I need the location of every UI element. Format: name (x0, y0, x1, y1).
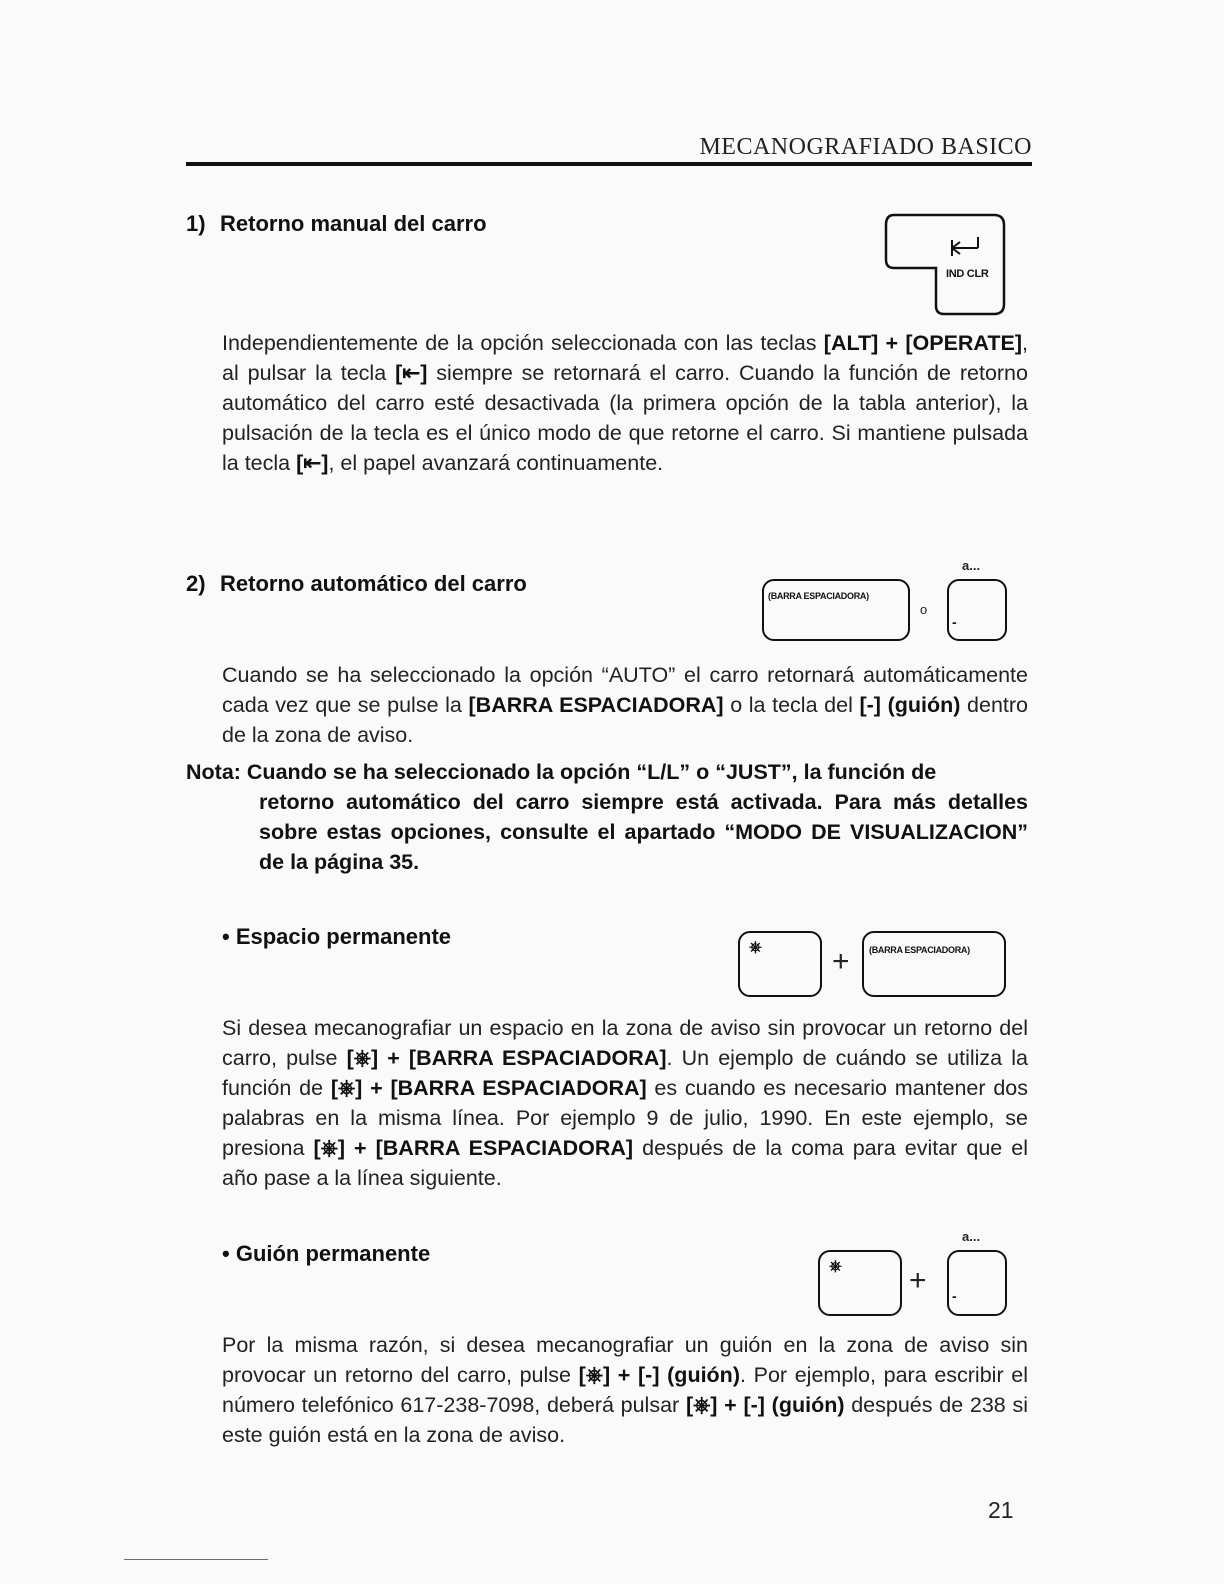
text-span: es cuando es necesario mantener dos palabras en la misma línea. Por ejemplo 9 de julio, 1990. En este ejemplo, se presiona (222, 1076, 1028, 1160)
text-span: , al pulsar la tecla (222, 331, 1028, 385)
key-reference: [⎈] + [-] (guión) (685, 1393, 845, 1417)
or-label: o (920, 602, 928, 617)
page-header-title: MECANOGRAFIADO BASICO (699, 134, 1032, 160)
bullet2-bullet: • (222, 1241, 230, 1266)
section1-heading (186, 211, 487, 237)
dash-key-symbol: - (952, 1288, 957, 1304)
section2-heading (186, 571, 527, 597)
text-span: Por la misma razón, si desea mecanografiar un guión en la zona de aviso sin provocar un retorno del carro, pulse (222, 1333, 1028, 1387)
page-number: 21 (988, 1497, 1014, 1523)
text-span: Cuando se ha seleccionado la opción “AUTO” el carro retornará automáticamente cada vez que se pulse la (222, 663, 1028, 717)
spacebar-key-label: (BARRA ESPACIADORA) (768, 591, 869, 601)
dash-key-symbol: - (952, 614, 957, 630)
text-span: Independientemente de la opción seleccionada con las teclas (222, 331, 824, 355)
section2-number: 2) (186, 571, 206, 596)
note-block (186, 757, 1028, 877)
bullet1-title: Espacio permanente (235, 924, 452, 949)
text-span: siempre se retornará el carro. Cuando la función de retorno automático del carro esté desactivada (la primera opción de la tabla anterior), la pulsación de la tecla es el único modo de que retorne el carro. Si mantiene pulsada la tecla (222, 361, 1028, 475)
bottom-divider (124, 1559, 268, 1560)
dash-key-icon (947, 579, 1007, 641)
key-reference: [⇤] (296, 451, 329, 475)
text-span: Si desea mecanografiar un espacio en la zona de aviso sin provocar un retorno del carro, pulse (222, 1016, 1028, 1070)
header-rule (186, 162, 1032, 166)
bullet2-title: Guión permanente (235, 1241, 431, 1266)
section1-number: 1) (186, 211, 206, 236)
section2-title: Retorno automático del carro (220, 571, 527, 596)
section1-paragraph (222, 328, 1028, 478)
spacebar-key-icon (762, 579, 910, 641)
text-span: después de la coma para evitar que el año pase a la línea siguiente. (222, 1136, 1028, 1190)
bullet2-paragraph (222, 1330, 1028, 1450)
dash-key-icon (947, 1250, 1007, 1316)
key-reference: [-] (guión) (859, 693, 961, 717)
section2-paragraph (222, 660, 1028, 750)
key-reference: [ALT] + [OPERATE] (823, 331, 1023, 355)
bullet1-heading (222, 924, 451, 950)
spacebar-key-label: (BARRA ESPACIADORA) (869, 945, 970, 955)
key-reference: [⎈] + [BARRA ESPACIADORA] (330, 1076, 647, 1100)
bullet1-bullet: • (222, 924, 230, 949)
text-span: , el papel avanzará continuamente. (328, 451, 664, 475)
ind-clr-key-label: IND CLR (946, 268, 989, 280)
text-span: dentro de la zona de aviso. (222, 693, 1029, 747)
spacebar-key-icon (862, 931, 1006, 997)
section1-title: Retorno manual del carro (220, 211, 487, 236)
key-reference: [BARRA ESPACIADORA] (468, 693, 724, 717)
code-key-symbol: ⎈ (829, 1258, 842, 1275)
return-key-icon (882, 212, 1008, 318)
text-span: . Por ejemplo, para escribir el número telefónico 617-238-7098, deberá pulsar (222, 1363, 1028, 1417)
key-reference: [⎈] + [BARRA ESPACIADORA] (346, 1046, 667, 1070)
dash-key-top-label: a... (962, 1229, 981, 1244)
key-reference: [⎈] + [-] (guión) (578, 1363, 740, 1387)
note-rest: retorno automático del carro siempre está activada. Para más detalles sobre estas opciones, consulte el apartado “MODO DE VISUALIZACION” de la página 35. (259, 790, 1028, 874)
key-reference: [⇤] (395, 361, 428, 385)
plus-sign: + (909, 1264, 927, 1297)
dash-key-top-label: a... (962, 558, 981, 573)
text-span: después de 238 si este guión está en la zona de aviso. (222, 1393, 1028, 1447)
text-span: . Un ejemplo de cuándo se utiliza la función de (222, 1046, 1028, 1100)
plus-sign: + (832, 945, 850, 978)
code-key-symbol: ⎈ (749, 939, 762, 956)
text-span: o la tecla del (723, 693, 860, 717)
note-line1: Nota: Cuando se ha seleccionado la opción “L/L” o “JUST”, la función de (186, 760, 937, 784)
key-reference: [⎈] + [BARRA ESPACIADORA] (313, 1136, 634, 1160)
bullet2-heading (222, 1241, 430, 1267)
bullet1-paragraph (222, 1013, 1028, 1193)
